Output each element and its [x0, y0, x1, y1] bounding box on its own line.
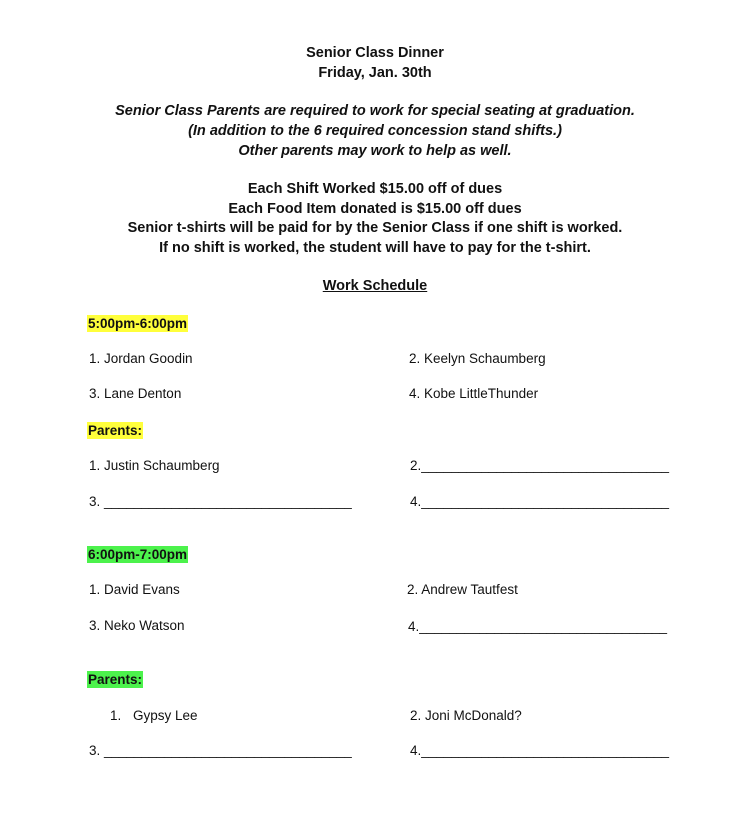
- shift-1-parent-4: 4._________________________________: [410, 494, 670, 509]
- shift-2-parent-2: 2. Joni McDonald?: [410, 708, 522, 723]
- shift-2-student-1: 1. David Evans: [89, 582, 180, 597]
- shift-2-parent-1: Gypsy Lee: [133, 708, 198, 723]
- notice-line-3: Other parents may work to help as well.: [238, 143, 512, 159]
- document-date: Friday, Jan. 30th: [318, 65, 432, 81]
- shift-1-parent-1: 1. Justin Schaumberg: [89, 458, 220, 473]
- notice-line-2: (In addition to the 6 required concession stand shifts.): [188, 123, 562, 139]
- terms-line-4: If no shift is worked, the student will have to pay for the t-shirt.: [159, 240, 591, 256]
- shift-1-parent-3: 3. _________________________________: [89, 494, 352, 509]
- shift-1-student-4: 4. Kobe LittleThunder: [409, 386, 539, 401]
- shift-1-student-2: 2. Keelyn Schaumberg: [409, 351, 546, 366]
- shift-2-time: 6:00pm-7:00pm: [88, 547, 188, 562]
- terms-line-1: Each Shift Worked $15.00 off of dues: [247, 181, 503, 197]
- shift-2-parent-3: 3. _________________________________: [89, 743, 352, 758]
- schedule-title: Work Schedule: [322, 278, 428, 294]
- shift-1-student-1: 1. Jordan Goodin: [89, 351, 193, 366]
- shift-2-parent-1-number: 1.: [110, 708, 122, 723]
- notice-line-1: Senior Class Parents are required to work for special seating at graduation.: [115, 103, 635, 119]
- shift-2-student-2: 2. Andrew Tautfest: [407, 582, 518, 597]
- shift-2-student-4: 4._________________________________: [408, 619, 668, 634]
- shift-1-parents-label: Parents:: [88, 423, 143, 438]
- shift-1-time: 5:00pm-6:00pm: [88, 316, 188, 331]
- terms-line-3: Senior t-shirts will be paid for by the Senior Class if one shift is worked.: [127, 220, 623, 236]
- shift-1-parent-2: 2._________________________________: [410, 458, 670, 473]
- document-title: Senior Class Dinner: [306, 45, 444, 61]
- shift-1-student-3: 3. Lane Denton: [89, 386, 182, 401]
- shift-2-parents-label: Parents:: [88, 672, 143, 687]
- shift-2-student-3: 3. Neko Watson: [89, 618, 185, 633]
- terms-line-2: Each Food Item donated is $15.00 off dues: [228, 201, 522, 217]
- shift-2-parent-4: 4._________________________________: [410, 743, 670, 758]
